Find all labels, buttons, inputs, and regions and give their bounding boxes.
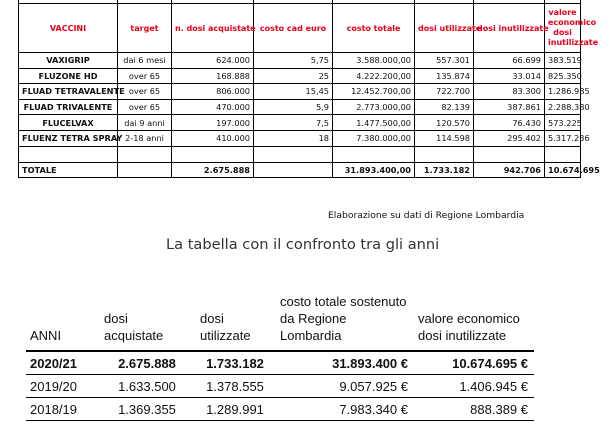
cell-valore-economico: 1.286.985 xyxy=(545,84,581,100)
header-vaccini: VACCINI xyxy=(19,4,118,53)
cell-dosi-inutilizzate: 33.014 xyxy=(474,68,545,84)
cell-dosi-utilizzate: 135.874 xyxy=(415,68,474,84)
cell-dosi-utilizzate: 82.139 xyxy=(415,99,474,115)
table-row xyxy=(26,398,534,421)
table-row xyxy=(19,84,581,100)
table-row xyxy=(26,351,534,375)
cell-costo-cad: 5,75 xyxy=(254,53,333,69)
cell-target: 2-18 anni xyxy=(118,130,172,146)
cell-costo-cad: 5,9 xyxy=(254,99,333,115)
cell-dosi-inutilizzate: 387.861 xyxy=(474,99,545,115)
cell-valore-economico: 888.389 € xyxy=(414,398,534,421)
cell-dosi-utilizzate: 722.700 xyxy=(415,84,474,100)
cell-vaccino: FLUCELVAX xyxy=(19,115,118,131)
header-dosi-inutilizzate: dosi inutilizzate xyxy=(474,4,545,53)
total-valore-economico: 10.674.695 xyxy=(545,162,581,177)
cell-dosi-acquistate: 1.369.355 xyxy=(100,398,196,421)
header-valore-economico: valore economico dosi inutilizzate xyxy=(414,284,534,351)
cell-dosi-acquistate: 806.000 xyxy=(172,84,254,100)
cell-valore-economico: 383.519 xyxy=(545,53,581,69)
header-costo-totale: costo totale xyxy=(333,4,415,53)
header-dosi-utilizzate: dosi utilizzate xyxy=(196,284,276,351)
total-dosi-acquistate: 2.675.888 xyxy=(172,162,254,177)
table-row xyxy=(19,53,581,69)
comparison-subtitle: La tabella con il confronto tra gli anni xyxy=(166,236,440,253)
cell-valore-economico: 1.406.945 € xyxy=(414,375,534,398)
cell-target: dai 6 mesi xyxy=(118,53,172,69)
cell-target: over 65 xyxy=(118,84,172,100)
header-target: target xyxy=(118,4,172,53)
cell-dosi-inutilizzate: 76.430 xyxy=(474,115,545,131)
total-dosi-inutilizzate: 942.706 xyxy=(474,162,545,177)
years-table-header-row xyxy=(26,284,534,351)
cell-dosi-acquistate: 624.000 xyxy=(172,53,254,69)
cell-vaccino: FLUAD TETRAVALENTE xyxy=(19,84,118,100)
source-note: Elaborazione su dati di Regione Lombardia xyxy=(328,210,525,221)
header-dosi-utilizzate: dosi utilizzate xyxy=(415,4,474,53)
header-costo-cad: costo cad euro xyxy=(254,4,333,53)
cell-dosi-utilizzate: 1.289.991 xyxy=(196,398,276,421)
cell-costo-cad: 15,45 xyxy=(254,84,333,100)
cell-target: over 65 xyxy=(118,68,172,84)
cell-vaccino: FLUENZ TETRA SPRAY xyxy=(19,130,118,146)
cell-costo-totale: 3.588.000,00 xyxy=(333,53,415,69)
cell-costo-cad: 7,5 xyxy=(254,115,333,131)
cell-costo-cad: 18 xyxy=(254,130,333,146)
cell-costo-totale: 31.893.400 € xyxy=(276,351,414,375)
header-dosi-acquistate: n. dosi acquistate xyxy=(172,4,254,53)
cell-valore-economico: 5.317.236 xyxy=(545,130,581,146)
cell-costo-totale: 2.773.000,00 xyxy=(333,99,415,115)
cell-dosi-utilizzate: 114.598 xyxy=(415,130,474,146)
header-anni: ANNI xyxy=(26,284,100,351)
table-row xyxy=(19,68,581,84)
total-costo-totale: 31.893.400,00 xyxy=(333,162,415,177)
cell-dosi-inutilizzate: 66.699 xyxy=(474,53,545,69)
cell-dosi-utilizzate: 557.301 xyxy=(415,53,474,69)
header-dosi-acquistate: dosi acquistate xyxy=(100,284,196,351)
header-costo-totale: costo totale sostenuto da Regione Lombardia xyxy=(276,284,414,351)
total-target-empty xyxy=(118,162,172,177)
table-row xyxy=(19,130,581,146)
cell-costo-totale: 1.477.500,00 xyxy=(333,115,415,131)
cell-dosi-utilizzate: 1.733.182 xyxy=(196,351,276,375)
vaccine-cost-table xyxy=(18,0,600,178)
header-valore-economico: valore economico dosi inutilizzate xyxy=(545,4,581,53)
cell-costo-totale: 9.057.925 € xyxy=(276,375,414,398)
cell-vaccino: FLUZONE HD xyxy=(19,68,118,84)
table-row xyxy=(26,375,534,398)
cell-costo-totale: 12.452.700,00 xyxy=(333,84,415,100)
vaccine-table-total-row xyxy=(19,162,581,177)
cell-costo-totale: 7.983.340 € xyxy=(276,398,414,421)
cell-dosi-acquistate: 2.675.888 xyxy=(100,351,196,375)
cell-dosi-utilizzate: 1.378.555 xyxy=(196,375,276,398)
cell-target: dai 9 anni xyxy=(118,115,172,131)
cell-costo-totale: 7.380.000,00 xyxy=(333,130,415,146)
cell-valore-economico: 2.288.380 xyxy=(545,99,581,115)
total-dosi-utilizzate: 1.733.182 xyxy=(415,162,474,177)
cell-dosi-acquistate: 197.000 xyxy=(172,115,254,131)
cell-vaccino: FLUAD TRIVALENTE xyxy=(19,99,118,115)
table-row xyxy=(19,115,581,131)
cell-dosi-inutilizzate: 83.300 xyxy=(474,84,545,100)
vaccine-table-header-row xyxy=(19,4,581,53)
cell-dosi-acquistate: 470.000 xyxy=(172,99,254,115)
cell-valore-economico: 825.350 xyxy=(545,68,581,84)
total-label: TOTALE xyxy=(19,162,118,177)
cell-dosi-acquistate: 410.000 xyxy=(172,130,254,146)
total-costo-cad-empty xyxy=(254,162,333,177)
cell-valore-economico: 10.674.695 € xyxy=(414,351,534,375)
cell-costo-totale: 4.222.200,00 xyxy=(333,68,415,84)
cell-dosi-utilizzate: 120.570 xyxy=(415,115,474,131)
cell-vaccino: VAXIGRIP xyxy=(19,53,118,69)
cell-target: over 65 xyxy=(118,99,172,115)
cell-costo-cad: 25 xyxy=(254,68,333,84)
cell-dosi-inutilizzate: 295.402 xyxy=(474,130,545,146)
table-row xyxy=(19,99,581,115)
years-comparison-table xyxy=(26,284,534,421)
cell-anno: 2019/20 xyxy=(26,375,100,398)
table-blank-row xyxy=(19,146,581,162)
cell-valore-economico: 573.225 xyxy=(545,115,581,131)
cell-anno: 2018/19 xyxy=(26,398,100,421)
cell-dosi-acquistate: 1.633.500 xyxy=(100,375,196,398)
cell-anno: 2020/21 xyxy=(26,351,100,375)
cell-dosi-acquistate: 168.888 xyxy=(172,68,254,84)
